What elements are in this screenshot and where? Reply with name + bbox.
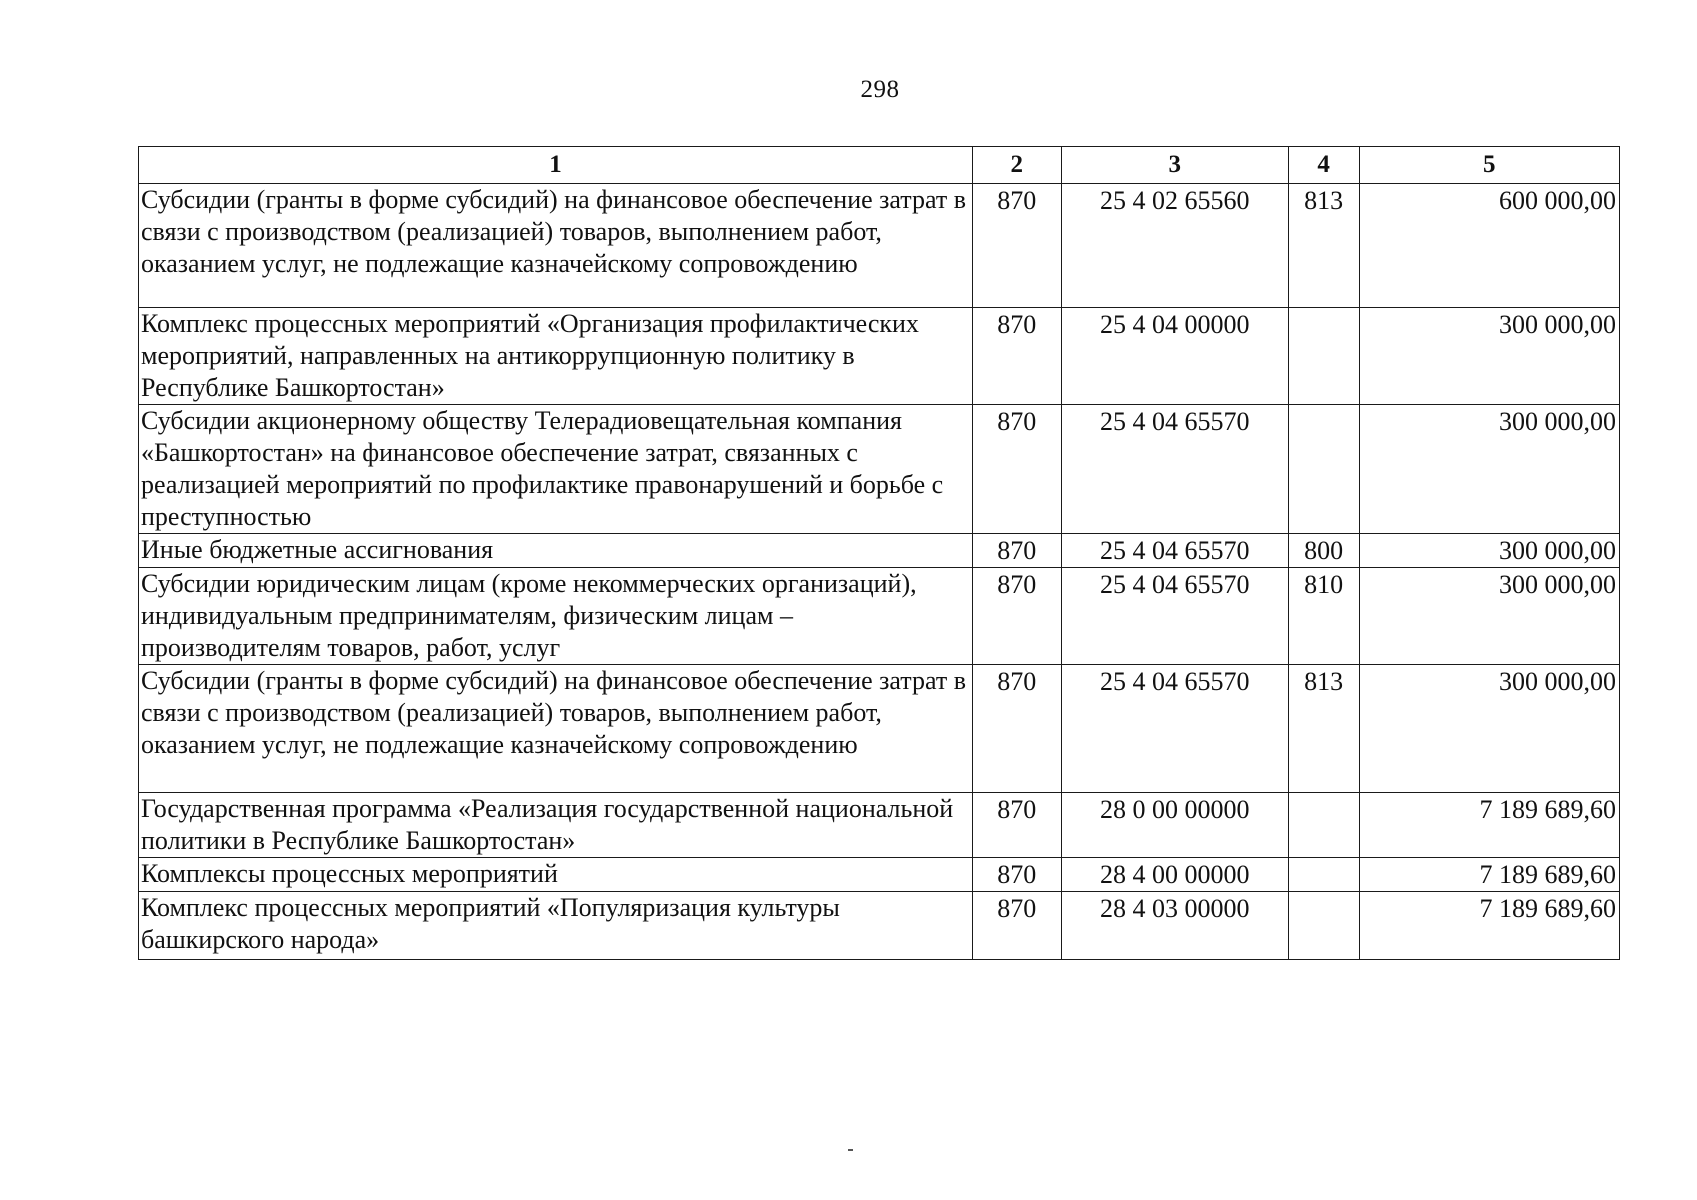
row-amount: 600 000,00: [1359, 184, 1620, 308]
row-department-code: 870: [972, 308, 1061, 405]
row-department-code: 870: [972, 858, 1061, 892]
row-target-article: 28 4 03 00000: [1061, 892, 1288, 960]
row-amount: 7 189 689,60: [1359, 793, 1620, 858]
row-name: Комплекс процессных мероприятий «Организация профилактических мероприятий, направленных на антикоррупционную политику в Республике Башкортостан»: [139, 308, 973, 405]
row-amount: 300 000,00: [1359, 308, 1620, 405]
row-department-code: 870: [972, 568, 1061, 665]
table-row: [139, 568, 1620, 665]
row-name: Субсидии акционерному обществу Телерадиовещательная компания «Башкортостан» на финансовое обеспечение затрат, связанных с реализацией мероприятий по профилактике правонарушений и борьбе с преступностью: [139, 405, 973, 534]
row-target-article: 25 4 04 65570: [1061, 568, 1288, 665]
row-expense-type: [1288, 308, 1359, 405]
column-header-3: 3: [1061, 147, 1288, 184]
row-target-article: 28 4 00 00000: [1061, 858, 1288, 892]
row-name: Субсидии (гранты в форме субсидий) на финансовое обеспечение затрат в связи с производством (реализацией) товаров, выполнением работ, оказанием услуг, не подлежащие казначейскому сопровождению: [139, 665, 973, 793]
row-amount: 7 189 689,60: [1359, 858, 1620, 892]
table-row: [139, 892, 1620, 960]
row-expense-type: [1288, 858, 1359, 892]
row-target-article: 25 4 04 00000: [1061, 308, 1288, 405]
row-expense-type: 813: [1288, 184, 1359, 308]
column-header-5: 5: [1359, 147, 1620, 184]
row-name: Комплексы процессных мероприятий: [139, 858, 973, 892]
table-row: [139, 184, 1620, 308]
table-row: [139, 534, 1620, 568]
table-row: [139, 308, 1620, 405]
header-row: [139, 147, 1620, 184]
column-header-4: 4: [1288, 147, 1359, 184]
row-name: Комплекс процессных мероприятий «Популяризация культуры башкирского народа»: [139, 892, 973, 960]
row-target-article: 25 4 04 65570: [1061, 534, 1288, 568]
row-name: Субсидии юридическим лицам (кроме некоммерческих организаций), индивидуальным предпринимателям, физическим лицам – производителям товаров, работ, услуг: [139, 568, 973, 665]
row-name: Государственная программа «Реализация государственной национальной политики в Республике Башкортостан»: [139, 793, 973, 858]
row-department-code: 870: [972, 665, 1061, 793]
row-name: Субсидии (гранты в форме субсидий) на финансовое обеспечение затрат в связи с производством (реализацией) товаров, выполнением работ, оказанием услуг, не подлежащие казначейскому сопровождению: [139, 184, 973, 308]
row-department-code: 870: [972, 405, 1061, 534]
row-expense-type: [1288, 405, 1359, 534]
row-department-code: 870: [972, 534, 1061, 568]
row-target-article: 25 4 02 65560: [1061, 184, 1288, 308]
row-amount: 300 000,00: [1359, 534, 1620, 568]
table-row: [139, 665, 1620, 793]
row-amount: 300 000,00: [1359, 665, 1620, 793]
row-expense-type: [1288, 892, 1359, 960]
row-amount: 300 000,00: [1359, 405, 1620, 534]
row-name: Иные бюджетные ассигнования: [139, 534, 973, 568]
row-target-article: 25 4 04 65570: [1061, 405, 1288, 534]
row-expense-type: 800: [1288, 534, 1359, 568]
row-department-code: 870: [972, 793, 1061, 858]
row-target-article: 25 4 04 65570: [1061, 665, 1288, 793]
row-department-code: 870: [972, 892, 1061, 960]
row-amount: 7 189 689,60: [1359, 892, 1620, 960]
row-expense-type: 810: [1288, 568, 1359, 665]
row-expense-type: [1288, 793, 1359, 858]
table-row: [139, 405, 1620, 534]
row-amount: 300 000,00: [1359, 568, 1620, 665]
row-target-article: 28 0 00 00000: [1061, 793, 1288, 858]
row-expense-type: 813: [1288, 665, 1359, 793]
table-row: [139, 858, 1620, 892]
page-number: 298: [860, 76, 900, 103]
column-header-1: 1: [139, 147, 973, 184]
column-header-2: 2: [972, 147, 1061, 184]
budget-table: [138, 146, 1620, 960]
row-department-code: 870: [972, 184, 1061, 308]
table-row: [139, 793, 1620, 858]
scan-speck: [848, 1149, 853, 1151]
